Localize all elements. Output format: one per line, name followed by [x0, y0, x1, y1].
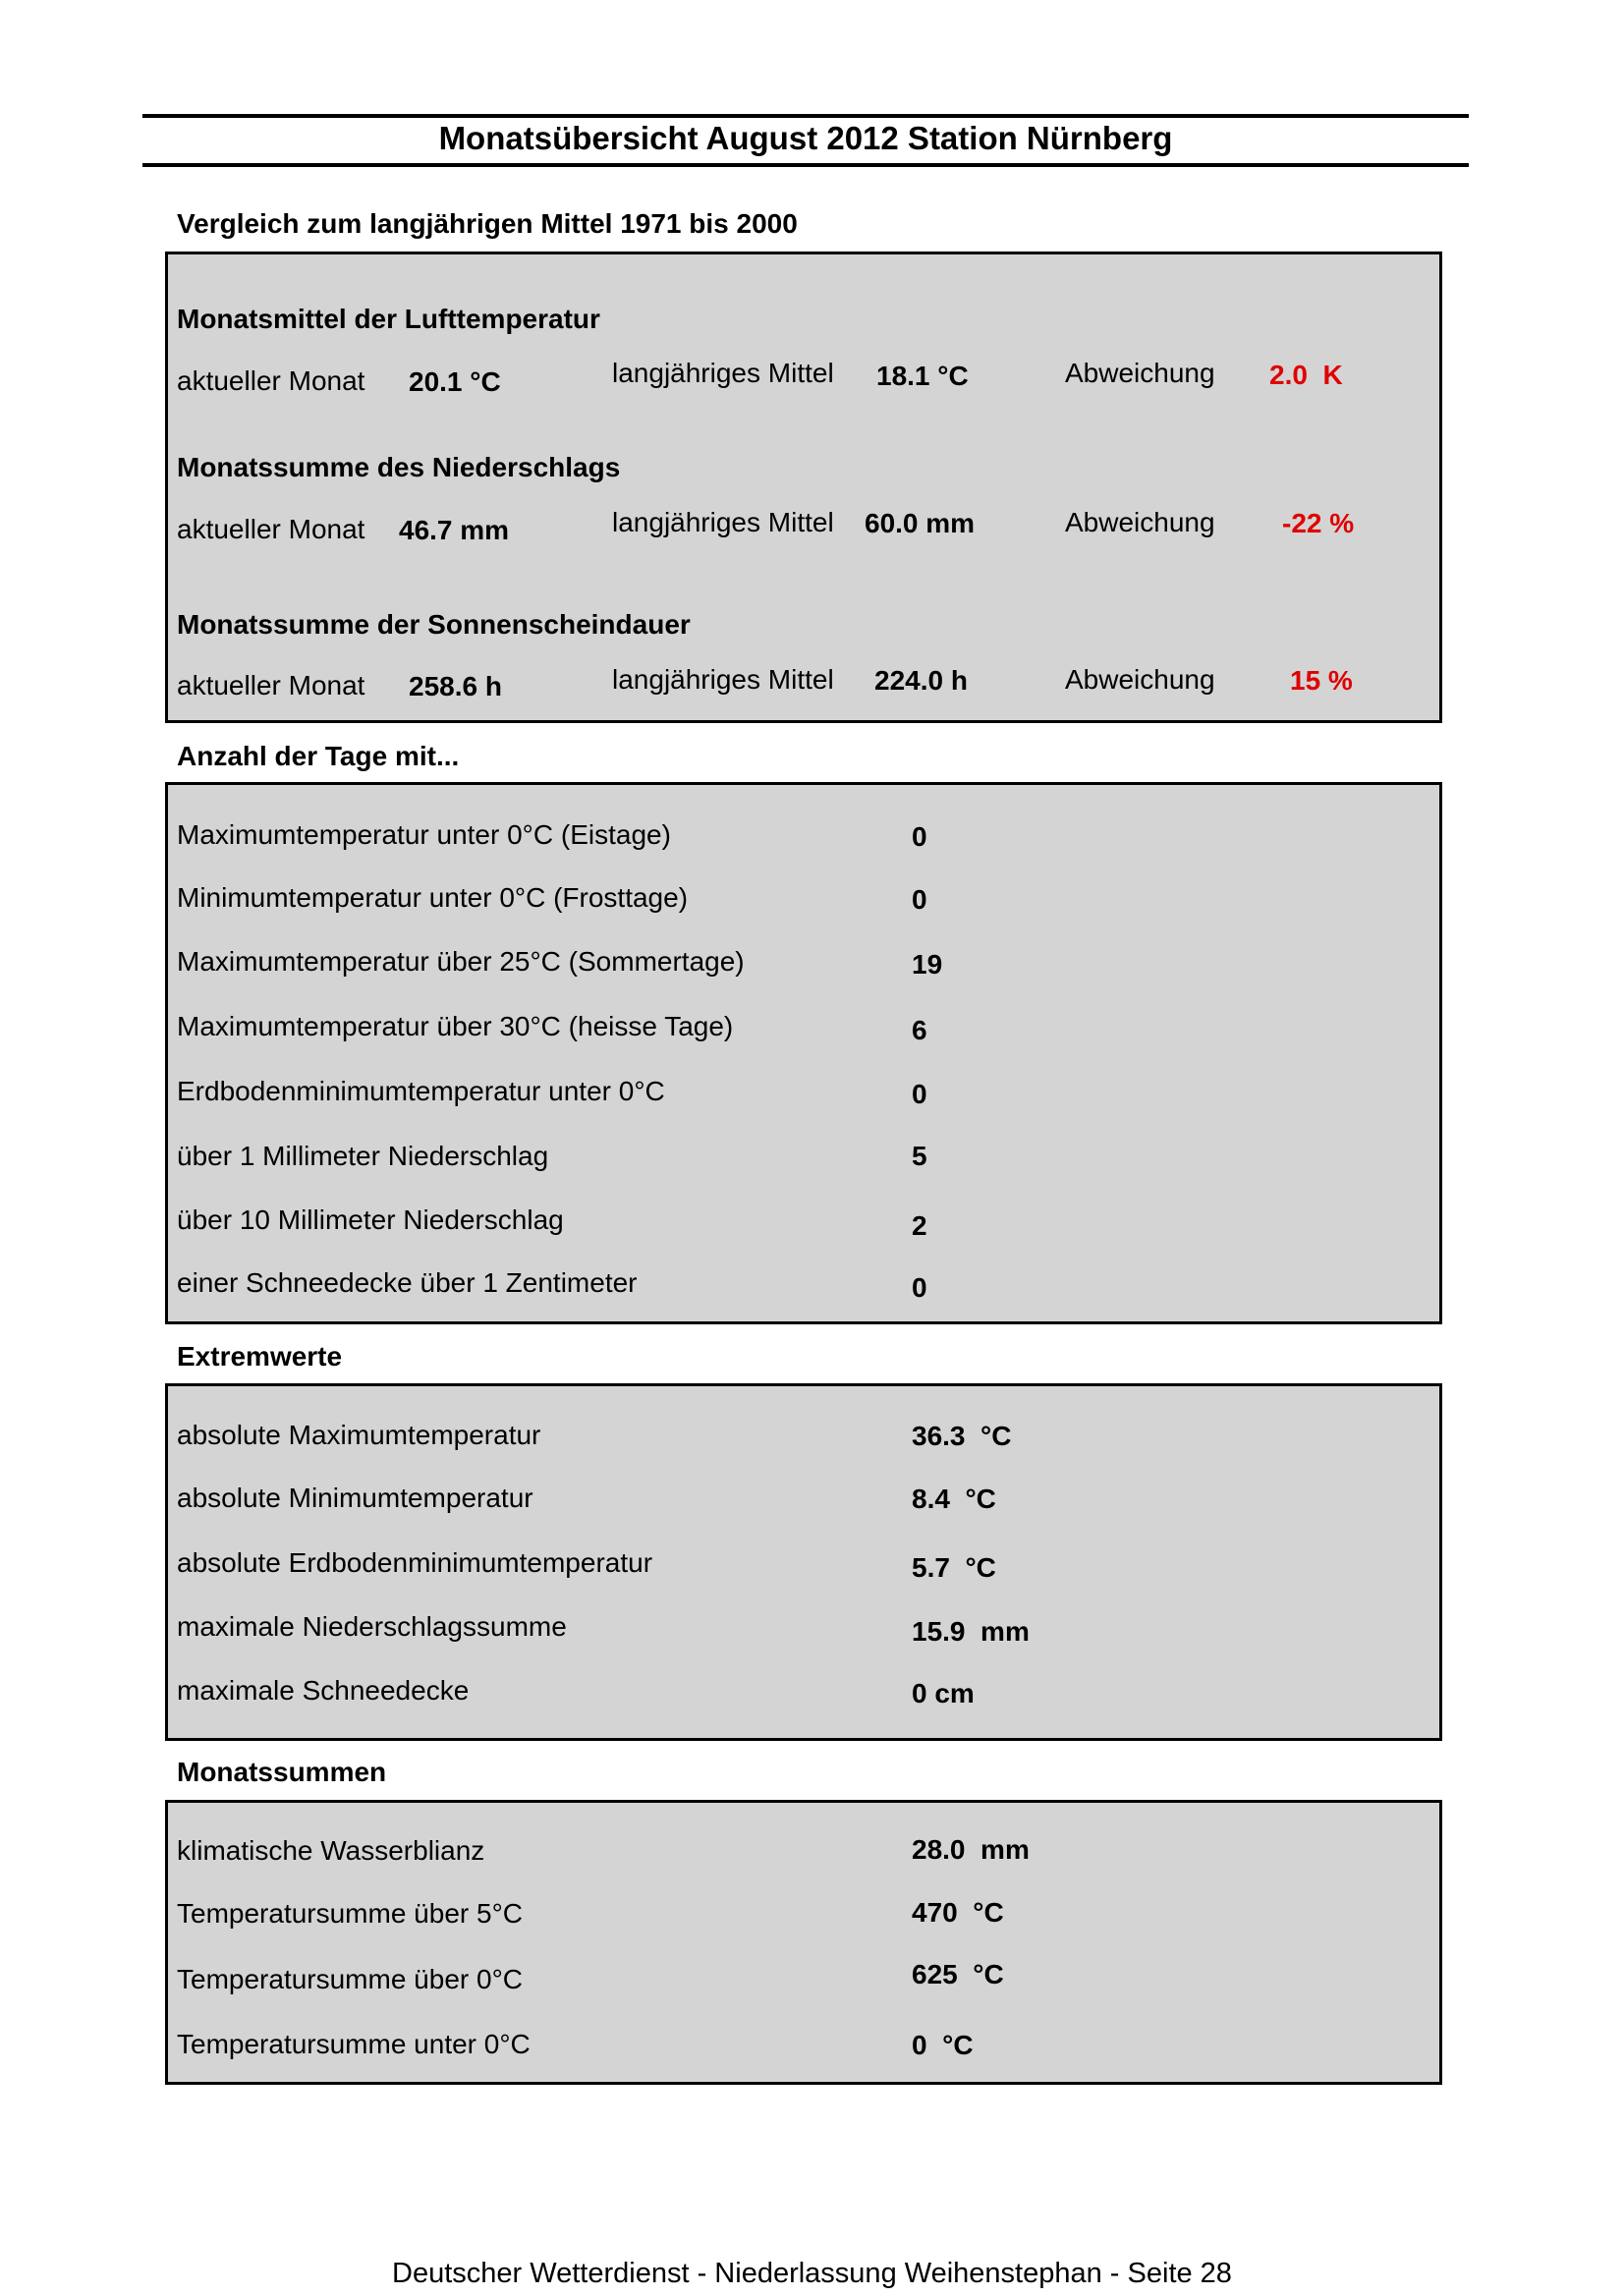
comparison-heading: Vergleich zum langjährigen Mittel 1971 bis 2000	[177, 208, 798, 239]
title-bottom-rule	[142, 163, 1469, 167]
days-row-value: 0	[912, 1272, 927, 1303]
days-row-label: einer Schneedecke über 1 Zentimeter	[177, 1267, 638, 1298]
sums-row-value: 470 °C	[912, 1897, 1004, 1928]
precipitation-mean-value: 60.0 mm	[865, 508, 976, 538]
sums-row-value: 625 °C	[912, 1959, 1004, 1989]
temperature-current-label: aktueller Monat	[177, 365, 365, 396]
sunshine-deviation-value: 15 %	[1290, 665, 1353, 696]
temperature-current-value: 20.1 °C	[409, 366, 501, 397]
extremes-row-label: maximale Schneedecke	[177, 1675, 470, 1706]
extremes-row-value: 0 cm	[912, 1678, 975, 1708]
sunshine-mean-value: 224.0 h	[874, 665, 968, 696]
page-footer: Deutscher Wetterdienst - Niederlassung Weihenstephan - Seite 28	[392, 2258, 1232, 2289]
extremes-row-label: absolute Maximumtemperatur	[177, 1420, 541, 1450]
days-heading: Anzahl der Tage mit...	[177, 741, 460, 771]
days-row-label: Maximumtemperatur über 30°C (heisse Tage)	[177, 1011, 734, 1041]
sunshine-current-value: 258.6 h	[409, 671, 502, 701]
precipitation-current-label: aktueller Monat	[177, 514, 365, 544]
days-row-value: 19	[912, 949, 943, 980]
sums-row-value: 28.0 mm	[912, 1834, 1030, 1865]
temperature-deviation-value: 2.0 K	[1269, 360, 1343, 390]
days-row-label: Maximumtemperatur unter 0°C (Eistage)	[177, 819, 671, 850]
temperature-heading: Monatsmittel der Lufttemperatur	[177, 304, 600, 334]
days-row-value: 0	[912, 1079, 927, 1109]
extremes-row-label: absolute Erdbodenminimumtemperatur	[177, 1547, 653, 1578]
extremes-row-label: maximale Niederschlagssumme	[177, 1611, 567, 1642]
days-box	[165, 782, 1442, 1324]
sums-row-value: 0 °C	[912, 2030, 974, 2060]
extremes-row-value: 8.4 °C	[912, 1484, 996, 1514]
extremes-heading: Extremwerte	[177, 1341, 343, 1372]
page-title: Monatsübersicht August 2012 Station Nürnberg	[438, 120, 1173, 156]
temperature-mean-label: langjähriges Mittel	[612, 358, 834, 388]
sunshine-deviation-label: Abweichung	[1065, 664, 1215, 695]
precipitation-deviation-label: Abweichung	[1065, 507, 1215, 537]
sunshine-current-label: aktueller Monat	[177, 670, 365, 700]
days-row-label: Minimumtemperatur unter 0°C (Frosttage)	[177, 882, 689, 913]
extremes-row-label: absolute Minimumtemperatur	[177, 1483, 533, 1513]
sums-row-label: Temperatursumme über 5°C	[177, 1898, 523, 1929]
precipitation-deviation-value: -22 %	[1282, 508, 1355, 538]
days-row-label: über 1 Millimeter Niederschlag	[177, 1141, 549, 1171]
title-top-rule	[142, 114, 1469, 118]
days-row-value: 0	[912, 821, 927, 852]
sums-row-label: Temperatursumme unter 0°C	[177, 2029, 531, 2059]
days-row-label: Maximumtemperatur über 25°C (Sommertage)	[177, 946, 745, 977]
temperature-mean-value: 18.1 °C	[876, 361, 969, 391]
sunshine-mean-label: langjähriges Mittel	[612, 664, 834, 695]
days-row-value: 0	[912, 884, 927, 915]
extremes-row-value: 15.9 mm	[912, 1616, 1030, 1647]
days-row-label: Erdbodenminimumtemperatur unter 0°C	[177, 1076, 665, 1106]
sums-row-label: klimatische Wasserblianz	[177, 1835, 485, 1866]
extremes-row-value: 5.7 °C	[912, 1552, 996, 1583]
temperature-deviation-label: Abweichung	[1065, 358, 1215, 388]
precipitation-heading: Monatssumme des Niederschlags	[177, 452, 621, 482]
days-row-value: 6	[912, 1015, 927, 1045]
days-row-value: 5	[912, 1141, 927, 1171]
precipitation-current-value: 46.7 mm	[399, 515, 510, 545]
sums-heading: Monatssummen	[177, 1757, 387, 1787]
precipitation-mean-label: langjähriges Mittel	[612, 507, 834, 537]
days-row-label: über 10 Millimeter Niederschlag	[177, 1204, 564, 1235]
sunshine-heading: Monatssumme der Sonnenscheindauer	[177, 609, 691, 640]
sums-row-label: Temperatursumme über 0°C	[177, 1964, 523, 1994]
days-row-value: 2	[912, 1210, 927, 1241]
extremes-row-value: 36.3 °C	[912, 1421, 1012, 1451]
